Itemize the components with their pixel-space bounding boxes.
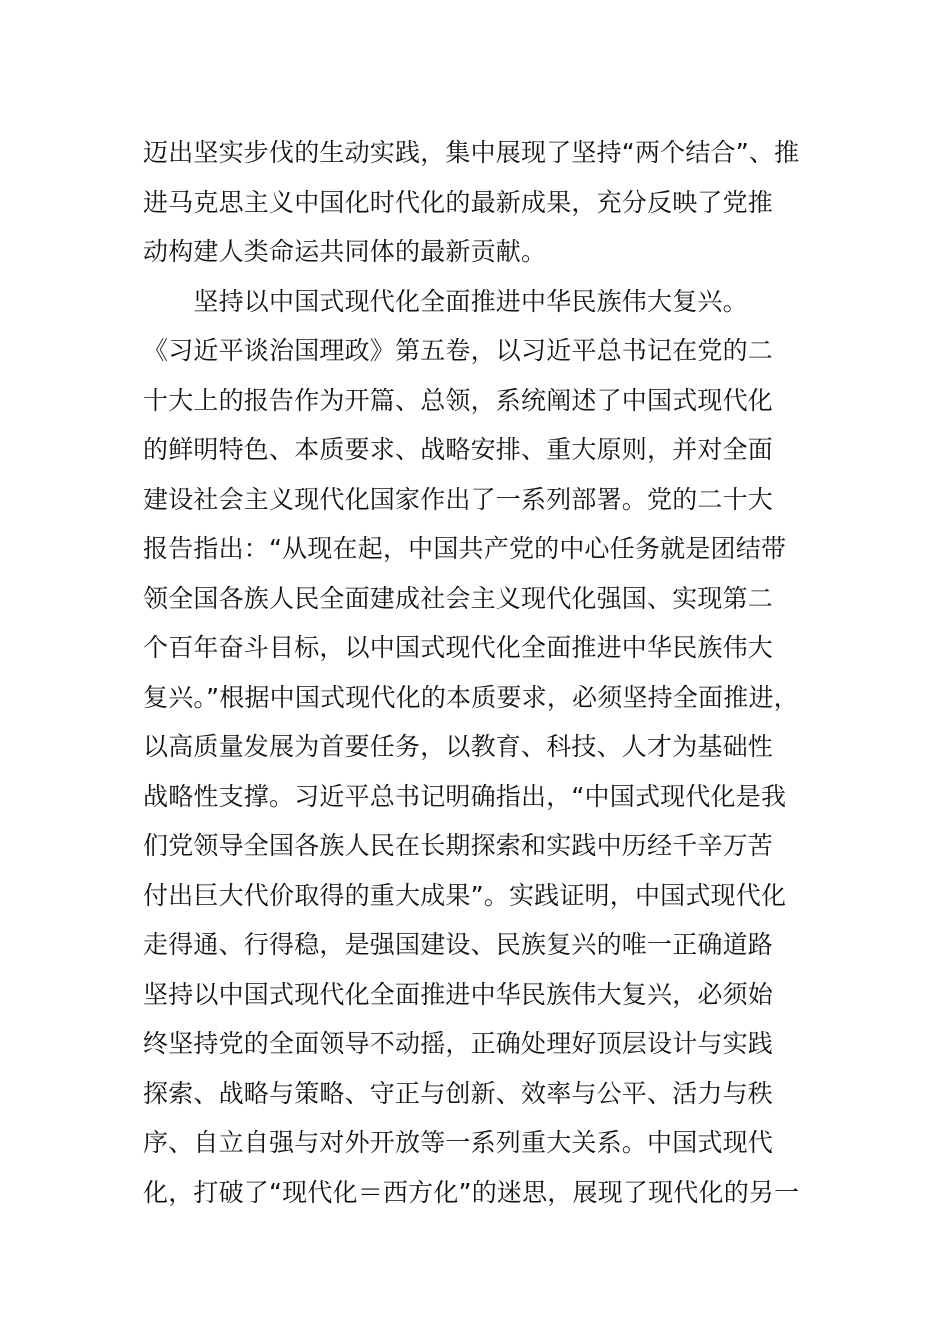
text-line: 化，打破了“现代化＝西方化”的迷思，展现了现代化的另一	[143, 1177, 800, 1207]
text-line: 十大上的报告作为开篇、总领，系统阐述了中国式现代化	[143, 385, 774, 415]
text-line: 坚持以中国式现代化全面推进中华民族伟大复兴，必须始	[143, 979, 774, 1009]
text-line: 进马克思主义中国化时代化的最新成果，充分反映了党推	[143, 187, 774, 217]
text-line: 复兴。”根据中国式现代化的本质要求，必须坚持全面推进，	[143, 682, 799, 712]
text-line: 《习近平谈治国理政》第五卷，以习近平总书记在党的二	[143, 336, 774, 365]
text-line: 的鲜明特色、本质要求、战略安排、重大原则，并对全面	[143, 435, 774, 464]
text-line: 探索、战略与策略、守正与创新、效率与公平、活力与秩	[143, 1078, 774, 1108]
body-text	[143, 128, 833, 1217]
text-line: 动构建人类命运共同体的最新贡献。	[143, 237, 547, 266]
text-line: 领全国各族人民全面建成社会主义现代化强国、实现第二	[143, 583, 774, 613]
text-line: 报告指出：“从现在起，中国共产党的中心任务就是团结带	[143, 534, 787, 563]
text-line: 个百年奋斗目标，以中国式现代化全面推进中华民族伟大	[143, 633, 774, 662]
text-line: 走得通、行得稳，是强国建设、民族复兴的唯一正确道路	[143, 930, 774, 959]
text-line: 坚持以中国式现代化全面推进中华民族伟大复兴。	[143, 286, 748, 316]
text-line: 以高质量发展为首要任务，以教育、科技、人才为基础性	[143, 732, 774, 761]
text-line: 建设社会主义现代化国家作出了一系列部署。党的二十大	[143, 484, 774, 514]
text-line: 迈出坚实步伐的生动实践，集中展现了坚持“两个结合”、推	[143, 138, 800, 167]
text-line: 战略性支撑。习近平总书记明确指出，“中国式现代化是我	[143, 781, 787, 811]
text-line: 序、自立自强与对外开放等一系列重大关系。中国式现代	[143, 1128, 774, 1157]
text-line: 付出巨大代价取得的重大成果”。实践证明，中国式现代化	[143, 880, 787, 910]
text-line: 们党领导全国各族人民在长期探索和实践中历经千辛万苦	[143, 831, 774, 860]
text-line: 终坚持党的全面领导不动摇，正确处理好顶层设计与实践	[143, 1029, 774, 1058]
